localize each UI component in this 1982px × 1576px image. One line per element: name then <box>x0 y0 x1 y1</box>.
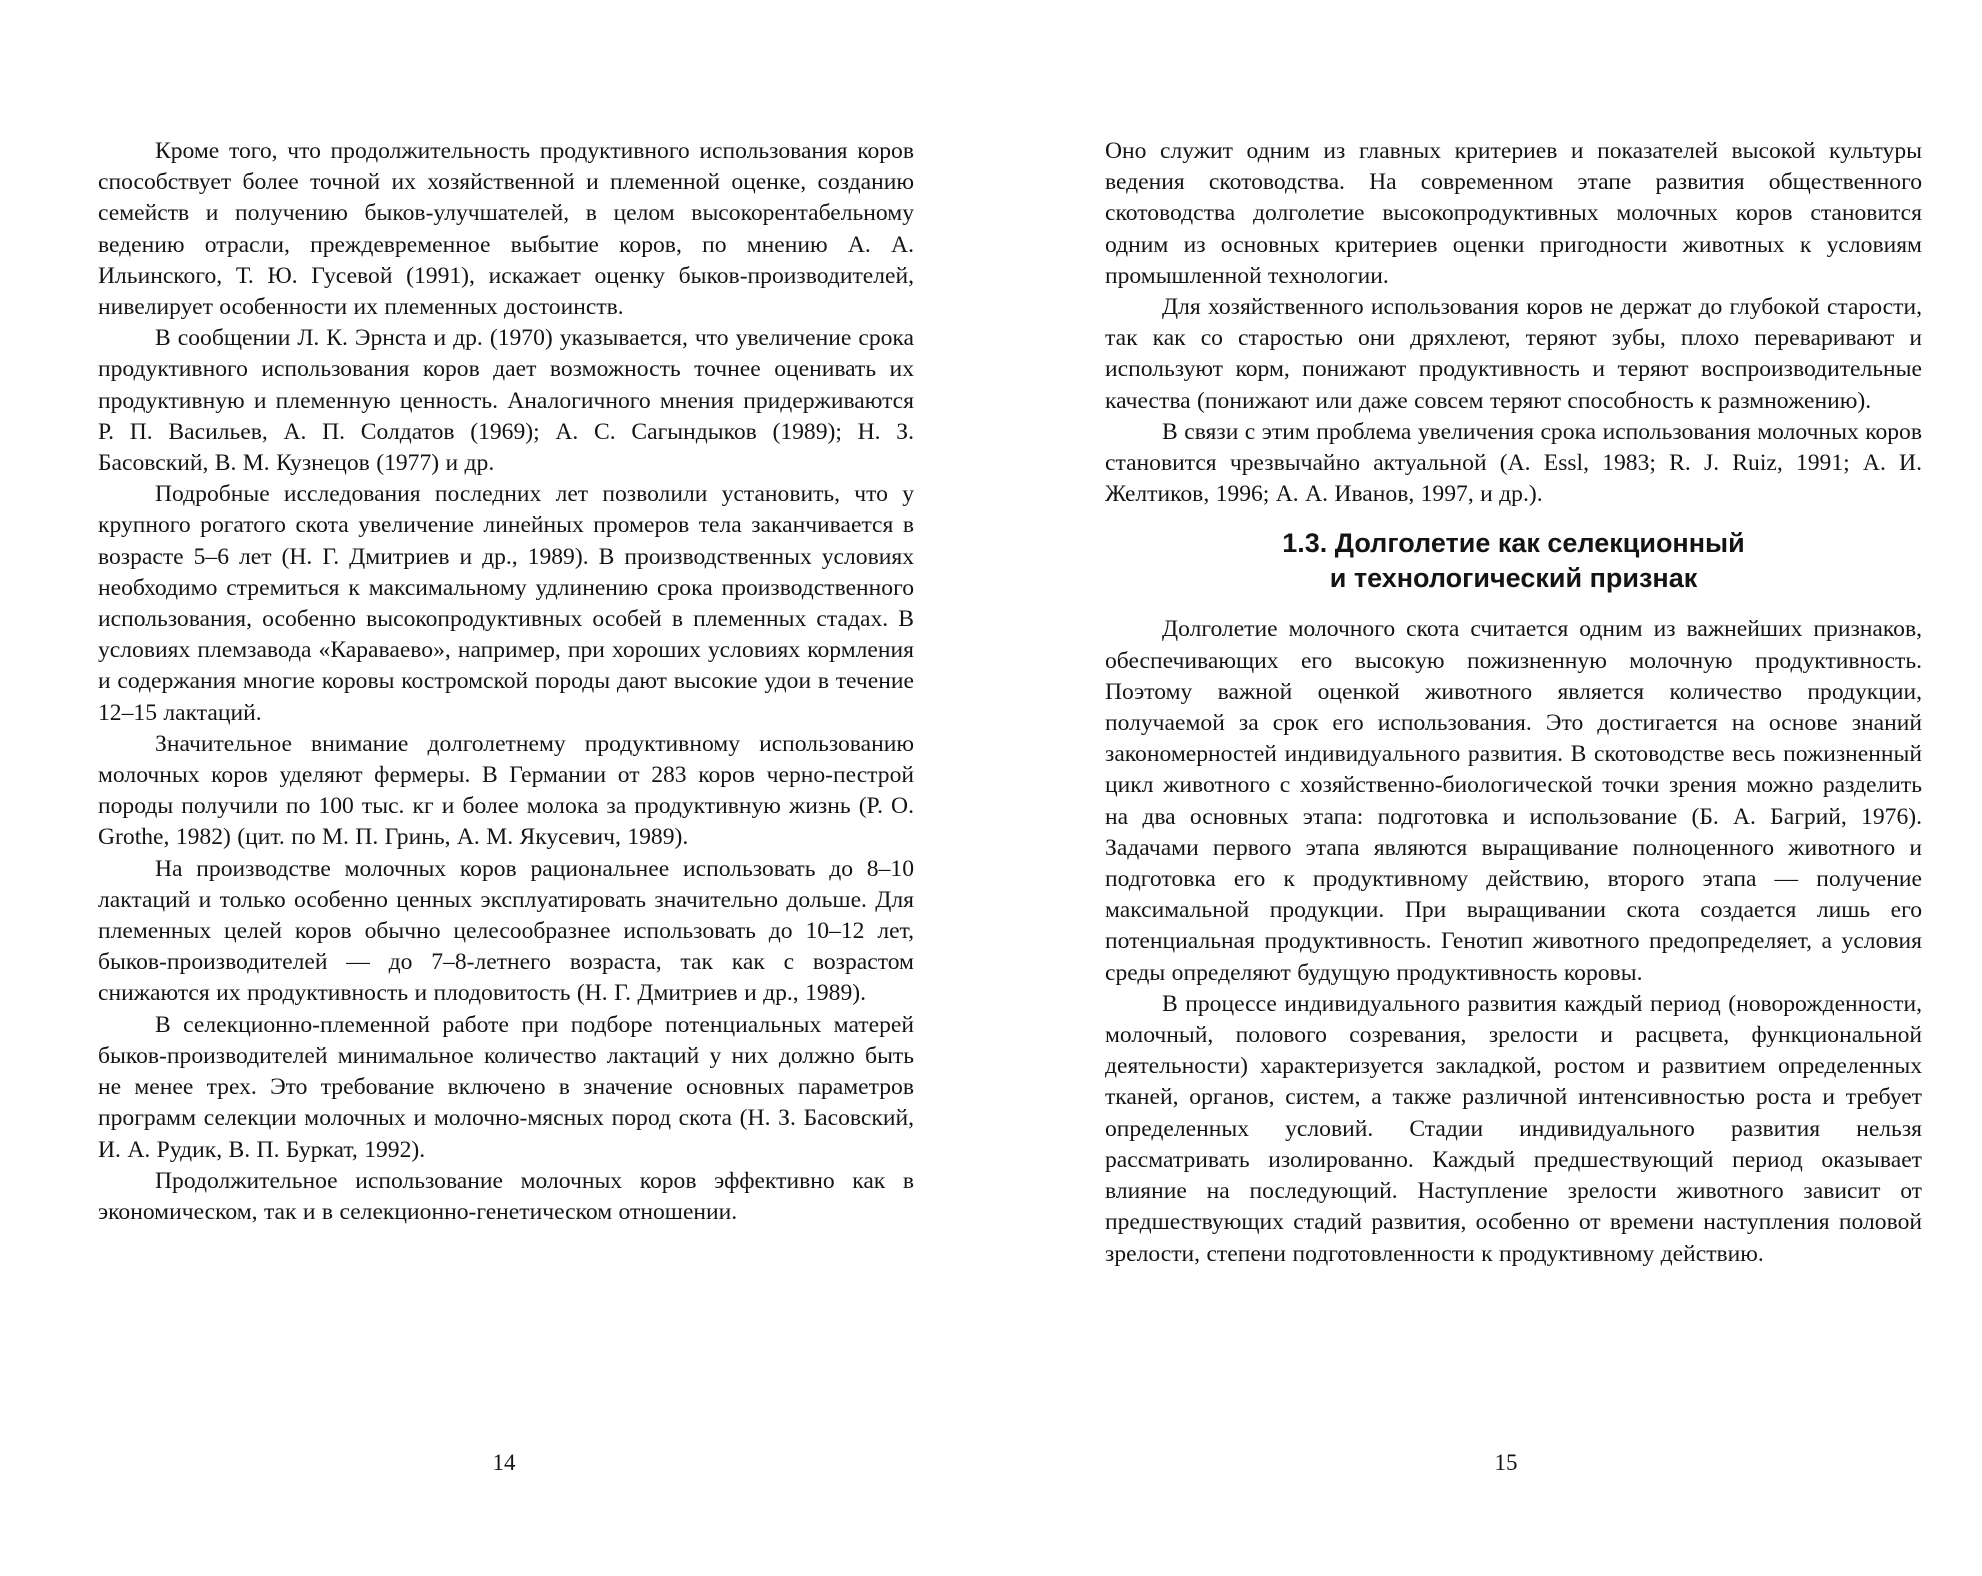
right-paragraph-3: В связи с этим проблема увеличения срока использования молочных коров становится чрезвычайно актуальной (A. Essl, 1983; R. J. Ruiz, 1991; А. И. Желтиков, 1996; А. А. Иванов, 1997, и др.). <box>1105 418 1922 508</box>
right-paragraph-continued: Оно служит одним из главных критериев и показателей высокой культуры ведения скотоводства. На современном этапе развития общественного скотоводства долголетие высокопродуктивных молочных коров становится одним из основных критериев оценки пригодности животных к условиям промышленной технологии. <box>1105 138 1922 289</box>
left-paragraph-6: В селекционно-племенной работе при подборе потенциальных матерей быков-производителей минимальное количество лактаций у них должно быть не менее трех. Это требование включено в значение основных параметров программ селекции молочных и молочно-мясных пород скота (Н. З. Басовский, И. А. Рудик, В. П. Буркат, 1992). <box>98 1011 914 1163</box>
section-heading-line-2: и технологический признак <box>1329 563 1698 594</box>
left-paragraph-1: Кроме того, что продолжительность продуктивного использования коров способствует более точной их хозяйственной и племенной оценке, созданию семейств и получению быков-улучшателей, в целом высокорентабельному ведению отрасли, преждевременное выбытие коров, по мнению А. А. Ильинского, Т. Ю. Гусевой (1991), искажает оценку быков-производителей, нивелирует особенности их племенных достоинств. <box>98 138 914 321</box>
left-paragraph-5: На производстве молочных коров рациональнее использовать до 8–10 лактаций и только особенно ценных эксплуатировать значительно дольше. Для племенных целей коров обычно целесообразнее использовать до 10–12 лет, быков-производителей — до 7–8-летнего возраста, так как с возрастом снижаются их продуктивность и плодовитость (Н. Г. Дмитриев и др., 1989). <box>98 855 914 1007</box>
page-number-right: 15 <box>1494 1450 1518 1475</box>
section-heading-line-1: 1.3. Долголетие как селекционный <box>1282 528 1745 559</box>
section-paragraph-1: Долголетие молочного скота считается одним из важнейших признаков, обеспечивающих его высокую пожизненную молочную продуктивность. Поэтому важной оценкой животного является количество продукции, получаемой за срок его использования. Это достигается на основе знаний закономерностей индивидуального развития. В скотоводстве весь пожизненный цикл животного с хозяйственно-биологической точки зрения можно разделить на два основных этапа: подготовка и использование (Б. А. Багрий, 1976). Задачами первого этапа являются выращивание полноценного животного и подготовка его к продуктивному действию, второго этапа — получение максимальной продукции. При выращивании скота создается лишь его потенциальная продуктивность. Генотип животного предопределяет, а условия среды определяют будущую продуктивность коровы. <box>1105 616 1922 986</box>
left-paragraph-4: Значительное внимание долголетнему продуктивному использованию молочных коров уделяют фермеры. В Германии от 283 коров черно-пестрой породы получили по 100 тыс. кг и более молока за продуктивную жизнь (P. O. Grothe, 1982) (цит. по М. П. Гринь, А. М. Якусевич, 1989). <box>98 730 914 851</box>
right-page <box>1105 136 1922 1270</box>
left-paragraph-3: Подробные исследования последних лет позволили установить, что у крупного рогатого скота увеличение линейных промеров тела заканчивается в возрасте 5–6 лет (Н. Г. Дмитриев и др., 1989). В производственных условиях необходимо стремиться к максимальному удлинению срока производственного использования, особенно высокопродуктивных особей в племенных стадах. В условиях племзавода «Караваево», например, при хороших условиях кормления и содержания многие коровы костромской породы дают высокие удои в течение 12–15 лактаций. <box>98 481 914 726</box>
left-paragraph-2: В сообщении Л. К. Эрнста и др. (1970) указывается, что увеличение срока продуктивного использования коров дает возможность точнее оценивать их продуктивную и племенную ценность. Аналогичного мнения придерживаются Р. П. Васильев, А. П. Солдатов (1969); А. С. Сагындыков (1989); Н. З. Басовский, В. М. Кузнецов (1977) и др. <box>98 325 914 477</box>
left-paragraph-7: Продолжительное использование молочных коров эффективно как в экономическом, так и в селекционно-генетическом отношении. <box>98 1167 914 1225</box>
section-heading <box>1105 526 1922 596</box>
left-page <box>98 136 914 1228</box>
right-paragraph-2: Для хозяйственного использования коров не держат до глубокой старости, так как со старостью они дряхлеют, теряют зубы, плохо переваривают и используют корм, понижают продуктивность и теряют воспроизводительные качества (понижают или даже совсем теряют способность к размножению). <box>1105 294 1922 414</box>
page-number-left: 14 <box>492 1450 516 1475</box>
section-paragraph-2: В процессе индивидуального развития каждый период (новорожденности, молочный, полового созревания, зрелости и расцвета, функциональной деятельности) характеризуется закладкой, ростом и развитием определенных тканей, органов, систем, а также различной интенсивностью роста и требует определенных условий. Стадии индивидуального развития нельзя рассматривать изолированно. Каждый предшествующий период оказывает влияние на последующий. Наступление зрелости животного зависит от предшествующих стадий развития, особенно от времени наступления половой зрелости, степени подготовленности к продуктивному действию. <box>1105 990 1922 1267</box>
